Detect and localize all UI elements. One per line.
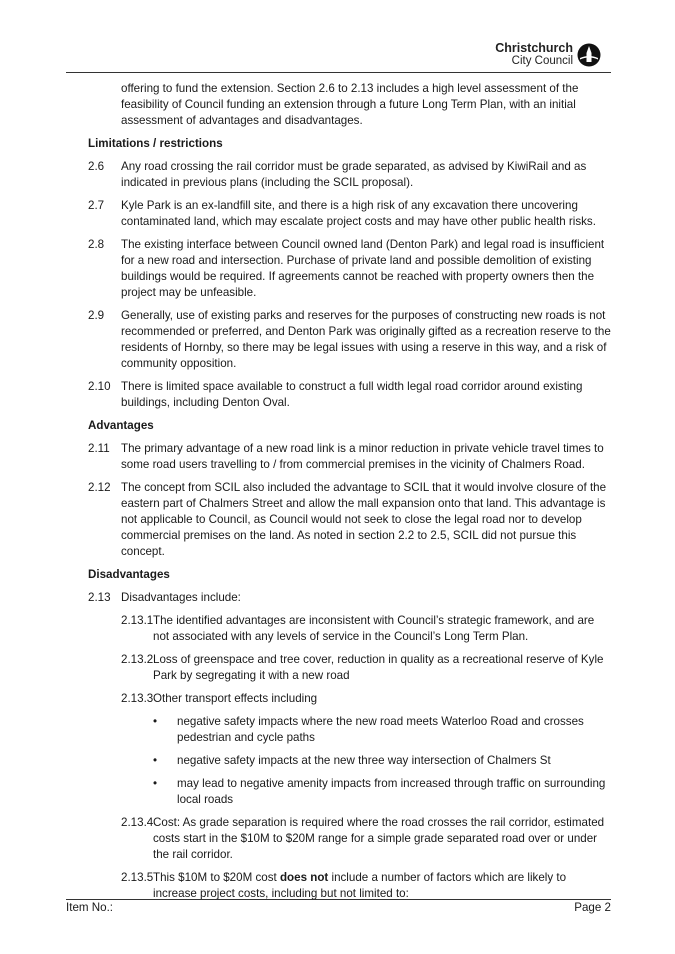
bullet-mark: • bbox=[153, 777, 158, 790]
logo-line-2: City Council bbox=[511, 55, 573, 67]
paragraph-2-9 bbox=[88, 308, 613, 372]
paragraph-2-10 bbox=[88, 379, 613, 411]
paragraph-text: Generally, use of existing parks and reserves for the purposes of constructing new roads is not recommended or preferred, and Denton Park was originally gifted as a recreation reserve to the residents of Hornby, so there may be legal issues with using a reserve in this way, and a risk of community opposition. bbox=[121, 309, 611, 370]
document-body bbox=[88, 81, 613, 902]
subparagraph-2-13-1 bbox=[88, 613, 613, 645]
council-logo bbox=[495, 40, 601, 70]
paragraph-2-7 bbox=[88, 198, 613, 230]
paragraph-number: 2.13 bbox=[88, 591, 111, 604]
subparagraph-number: 2.13.1 bbox=[121, 614, 154, 627]
page-number: Page 2 bbox=[574, 901, 611, 914]
subparagraph-text: Cost: As grade separation is required where the road crosses the rail corridor, estimated costs start in the $10M to $20M range for a simple grade separated road over or under the rail corridor. bbox=[153, 816, 605, 861]
cathedral-icon bbox=[577, 43, 601, 67]
bullet-item bbox=[88, 714, 613, 746]
bullet-text: negative safety impacts at the new three way intersection of Chalmers St bbox=[177, 754, 551, 767]
item-number-label: Item No.: bbox=[66, 901, 114, 914]
bullet-mark: • bbox=[153, 715, 158, 728]
paragraph-2-6 bbox=[88, 159, 613, 191]
paragraph-number: 2.6 bbox=[88, 160, 105, 173]
limitations-heading: Limitations / restrictions bbox=[88, 137, 223, 150]
paragraph-2-12 bbox=[88, 480, 613, 560]
subparagraph-text: Loss of greenspace and tree cover, reduction in quality as a recreational reserve of Kyle Park by segregating it with a new road bbox=[153, 653, 604, 682]
text-run: This $10M to $20M cost bbox=[153, 871, 280, 884]
bullet-text: negative safety impacts where the new road meets Waterloo Road and crosses pedestrian and cycle paths bbox=[177, 715, 584, 744]
subparagraph-number: 2.13.2 bbox=[121, 653, 154, 666]
paragraph-number: 2.9 bbox=[88, 309, 105, 322]
paragraph-number: 2.11 bbox=[88, 442, 110, 455]
bullet-text: may lead to negative amenity impacts from increased through traffic on surrounding local roads bbox=[177, 777, 606, 806]
paragraph-number: 2.7 bbox=[88, 199, 105, 212]
text-run: include a number of factors which are likely to increase project costs, including but not limited to: bbox=[153, 871, 567, 900]
paragraph-text: The concept from SCIL also included the advantage to SCIL that it would involve closure of the eastern part of Chalmers Street and allow the mall expansion onto that land. This advantage is not applicable to Council, as Council would not seek to close the legal road nor to develop commercial premises on the land. As noted in section 2.2 to 2.5, SCIL did not pursue this concept. bbox=[121, 481, 607, 558]
subparagraph-text: The identified advantages are inconsistent with Council’s strategic framework, and are not associated with any levels of service in the Council’s Long Term Plan. bbox=[153, 614, 595, 643]
paragraph-text: The primary advantage of a new road link is a minor reduction in private vehicle travel times to some road users travelling to / from commercial premises in the vicinity of Chalmers Road. bbox=[121, 442, 604, 471]
subparagraph-2-13-4 bbox=[88, 815, 613, 863]
subparagraph-2-13-5 bbox=[88, 870, 613, 902]
paragraph-text: The existing interface between Council owned land (Denton Park) and legal road is insufficient for a new road and intersection. Purchase of private land and possible demolition of existing buildings would be required. If agreements cannot be reached with property owners then the project may be unfeasible. bbox=[121, 238, 605, 299]
paragraph-text: There is limited space available to construct a full width legal road corridor around existing buildings, including Denton Oval. bbox=[121, 380, 583, 409]
subparagraph-number: 2.13.4 bbox=[121, 816, 154, 829]
subparagraph-text: Other transport effects including bbox=[153, 692, 318, 705]
subparagraph-number: 2.13.3 bbox=[121, 692, 154, 705]
paragraph-number: 2.12 bbox=[88, 481, 111, 494]
paragraph-2-11 bbox=[88, 441, 613, 473]
subparagraph-2-13-3 bbox=[88, 691, 613, 707]
emphasis-text: does not bbox=[279, 871, 329, 884]
paragraph-text: Disadvantages include: bbox=[121, 591, 241, 604]
paragraph-text: Any road crossing the rail corridor must be grade separated, as advised by KiwiRail and as indicated in previous plans (including the SCIL proposal). bbox=[121, 160, 587, 189]
subparagraph-number: 2.13.5 bbox=[121, 871, 154, 884]
disadvantages-heading: Disadvantages bbox=[88, 568, 170, 581]
paragraph-2-13 bbox=[88, 590, 613, 606]
paragraph-number: 2.10 bbox=[88, 380, 111, 393]
logo-wordmark bbox=[495, 42, 573, 68]
header-rule bbox=[66, 72, 611, 73]
footer-rule bbox=[66, 899, 611, 900]
bullet-mark: • bbox=[153, 754, 158, 767]
bullet-item bbox=[88, 753, 613, 769]
paragraph-2-8 bbox=[88, 237, 613, 301]
bullet-item bbox=[88, 776, 613, 808]
advantages-heading: Advantages bbox=[88, 419, 154, 432]
paragraph-text: Kyle Park is an ex-landfill site, and there is a high risk of any excavation there uncovering contaminated land, which may escalate project costs and may have other public health risks. bbox=[121, 199, 596, 228]
subparagraph-text bbox=[153, 870, 613, 902]
subparagraph-2-13-2 bbox=[88, 652, 613, 684]
paragraph-number: 2.8 bbox=[88, 238, 105, 251]
continuation-paragraph: offering to fund the extension. Section 2.6 to 2.13 includes a high level assessment of the feasibility of Council funding an extension through a future Long Term Plan, with an initial assessment of advantages and disadvantages. bbox=[121, 82, 579, 127]
logo-line-1: Christchurch bbox=[495, 41, 573, 55]
